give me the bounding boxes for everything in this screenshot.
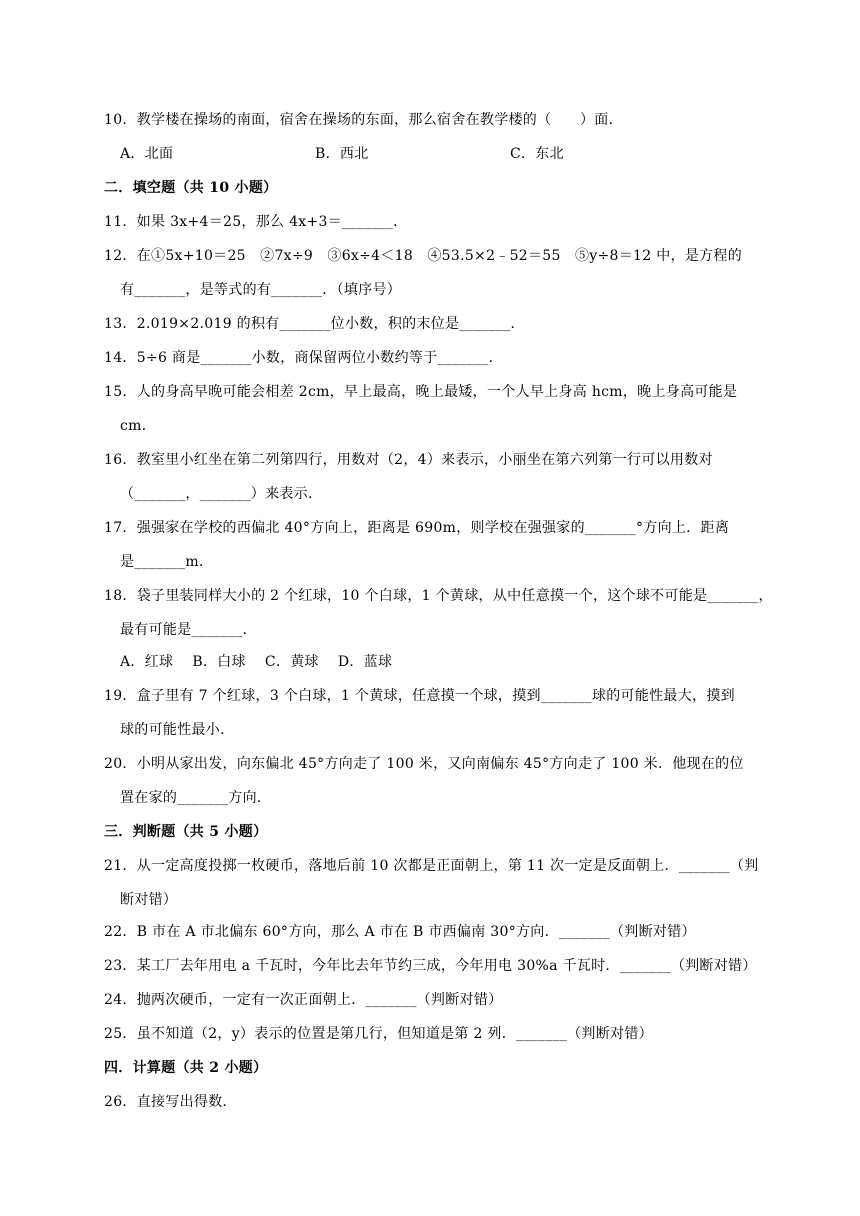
question-19-line1: 19．盒子里有 7 个红球，3 个白球，1 个黄球，任意摸一个球，摸到_______球的可能性最大，摸到 [104,688,735,704]
option-c: C．东北 [510,146,564,162]
section-fill-in-heading: 二．填空题（共 10 小题） [104,180,278,196]
question-19-line2: 球的可能性最小． [120,722,235,738]
question-21-line2: 断对错） [120,892,178,908]
question-18-line1: 18．袋子里装同样大小的 2 个红球，10 个白球，1 个黄球，从中任意摸一个，这个球不可能是_______， [104,588,773,604]
question-14: 14．5÷6 商是_______小数，商保留两位小数约等于_______． [104,350,503,366]
question-10: 10．教学楼在操场的南面，宿舍在操场的东面，那么宿舍在教学楼的（ ）面． [104,112,623,128]
question-20-line2: 置在家的_______方向． [120,790,272,806]
question-18-options: A．红球 B．白球 C．黄球 D．蓝球 [120,654,393,670]
question-17-line1: 17．强强家在学校的西偏北 40°方向上，距离是 690m，则学校在强强家的_______°方向上．距离 [104,520,730,536]
question-24: 24．抛两次硬币，一定有一次正面朝上．_______（判断对错） [104,992,503,1008]
question-15-line1: 15．人的身高早晚可能会相差 2cm，早上最高，晚上最矮，一个人早上身高 hcm，晚上身高可能是 [104,384,738,400]
question-13: 13．2.019×2.019 的积有_______位小数，积的末位是_______． [104,316,525,332]
question-26: 26．直接写出得数． [104,1094,237,1110]
question-25: 25．虽不知道（2，y）表示的位置是第几行，但知道是第 2 列．_______（判断对错） [104,1026,653,1042]
question-18-line2: 最有可能是_______． [120,622,257,638]
question-12-line1: 12．在①5x+10＝25 ②7x÷9 ③6x÷4＜18 ④53.5×2﹣52＝55 ⑤y÷8＝12 中，是方程的 [104,248,743,264]
section-calculation-heading: 四．计算题（共 2 小题） [104,1060,268,1076]
question-11: 11．如果 3x+4＝25，那么 4x+3＝_______． [104,214,408,230]
question-16-line1: 16．教室里小红坐在第二列第四行，用数对（2，4）来表示，小丽坐在第六列第一行可以用数对 [104,452,713,468]
question-16-line2: （_______，_______）来表示． [120,486,323,502]
question-23: 23．某工厂去年用电 a 千瓦时，今年比去年节约三成，今年用电 30%a 千瓦时．_______（判断对错） [104,958,757,974]
option-b: B．西北 [315,146,369,162]
section-judgement-heading: 三．判断题（共 5 小题） [104,824,268,840]
question-17-line2: 是_______m． [120,554,214,570]
question-21-line1: 21．从一定高度投掷一枚硬币，落地后前 10 次都是正面朝上，第 11 次一定是反面朝上．_______（判 [104,858,759,874]
question-15-line2: cm． [120,418,157,434]
question-10-options [120,144,564,164]
option-a: A．北面 [120,146,174,162]
question-22: 22．B 市在 A 市北偏东 60°方向，那么 A 市在 B 市西偏南 30°方向．_______（判断对错） [104,924,696,940]
question-20-line1: 20．小明从家出发，向东偏北 45°方向走了 100 米，又向南偏东 45°方向走了 100 米．他现在的位 [104,756,744,772]
question-12-line2: 有_______，是等式的有_______．（填序号） [120,282,402,298]
